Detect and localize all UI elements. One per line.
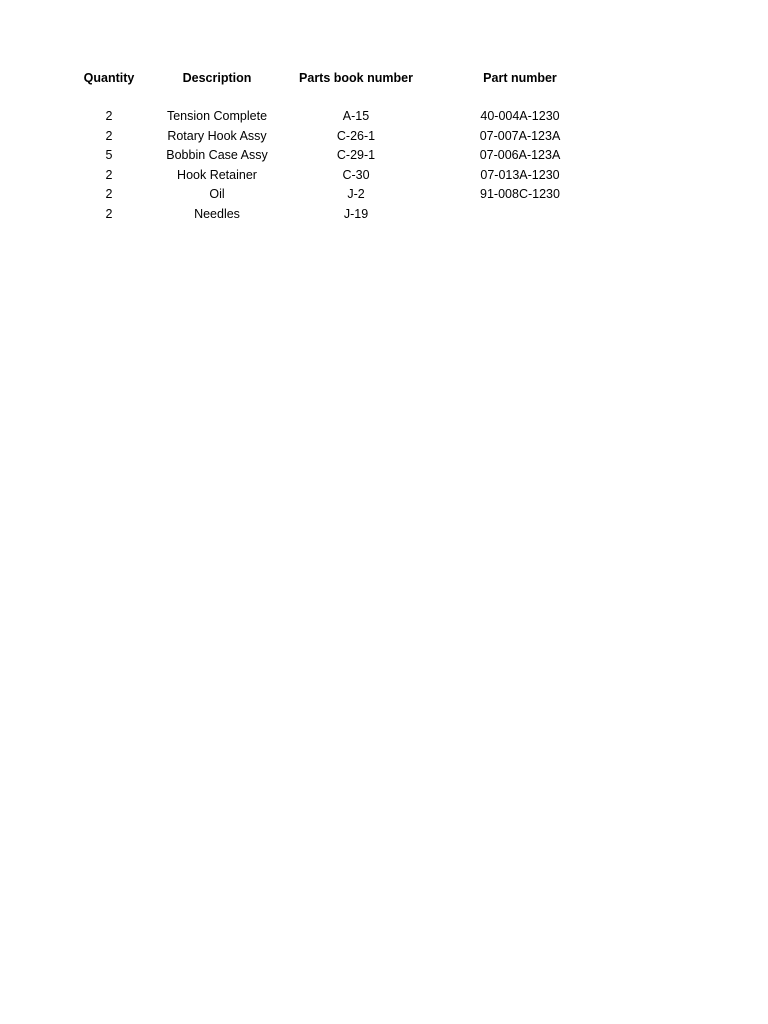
header-part-number: Part number bbox=[483, 71, 557, 85]
cell-part-number: 91-008C-1230 bbox=[480, 187, 560, 201]
cell-description: Oil bbox=[209, 187, 225, 201]
cell-parts-book-number: J-19 bbox=[343, 207, 369, 221]
cell-description: Tension Complete bbox=[166, 109, 268, 123]
cell-parts-book-number: C-26-1 bbox=[336, 129, 376, 143]
cell-quantity: 2 bbox=[105, 109, 113, 123]
header-quantity: Quantity bbox=[83, 71, 135, 85]
cell-quantity: 5 bbox=[105, 148, 113, 162]
cell-description: Rotary Hook Assy bbox=[167, 129, 267, 143]
header-description: Description bbox=[182, 71, 252, 85]
cell-quantity: 2 bbox=[105, 129, 113, 143]
cell-parts-book-number: C-30 bbox=[342, 168, 370, 182]
cell-part-number: 07-006A-123A bbox=[479, 148, 561, 162]
cell-parts-book-number: A-15 bbox=[342, 109, 370, 123]
cell-parts-book-number: C-29-1 bbox=[336, 148, 376, 162]
cell-quantity: 2 bbox=[105, 207, 113, 221]
cell-description: Needles bbox=[194, 207, 240, 221]
header-parts-book-number: Parts book number bbox=[299, 71, 413, 85]
cell-parts-book-number: J-2 bbox=[347, 187, 365, 201]
cell-part-number: 07-013A-1230 bbox=[480, 168, 560, 182]
cell-quantity: 2 bbox=[105, 187, 113, 201]
cell-part-number: 07-007A-123A bbox=[479, 129, 561, 143]
cell-part-number: 40-004A-1230 bbox=[480, 109, 560, 123]
cell-quantity: 2 bbox=[105, 168, 113, 182]
cell-description: Bobbin Case Assy bbox=[166, 148, 268, 162]
cell-description: Hook Retainer bbox=[177, 168, 257, 182]
